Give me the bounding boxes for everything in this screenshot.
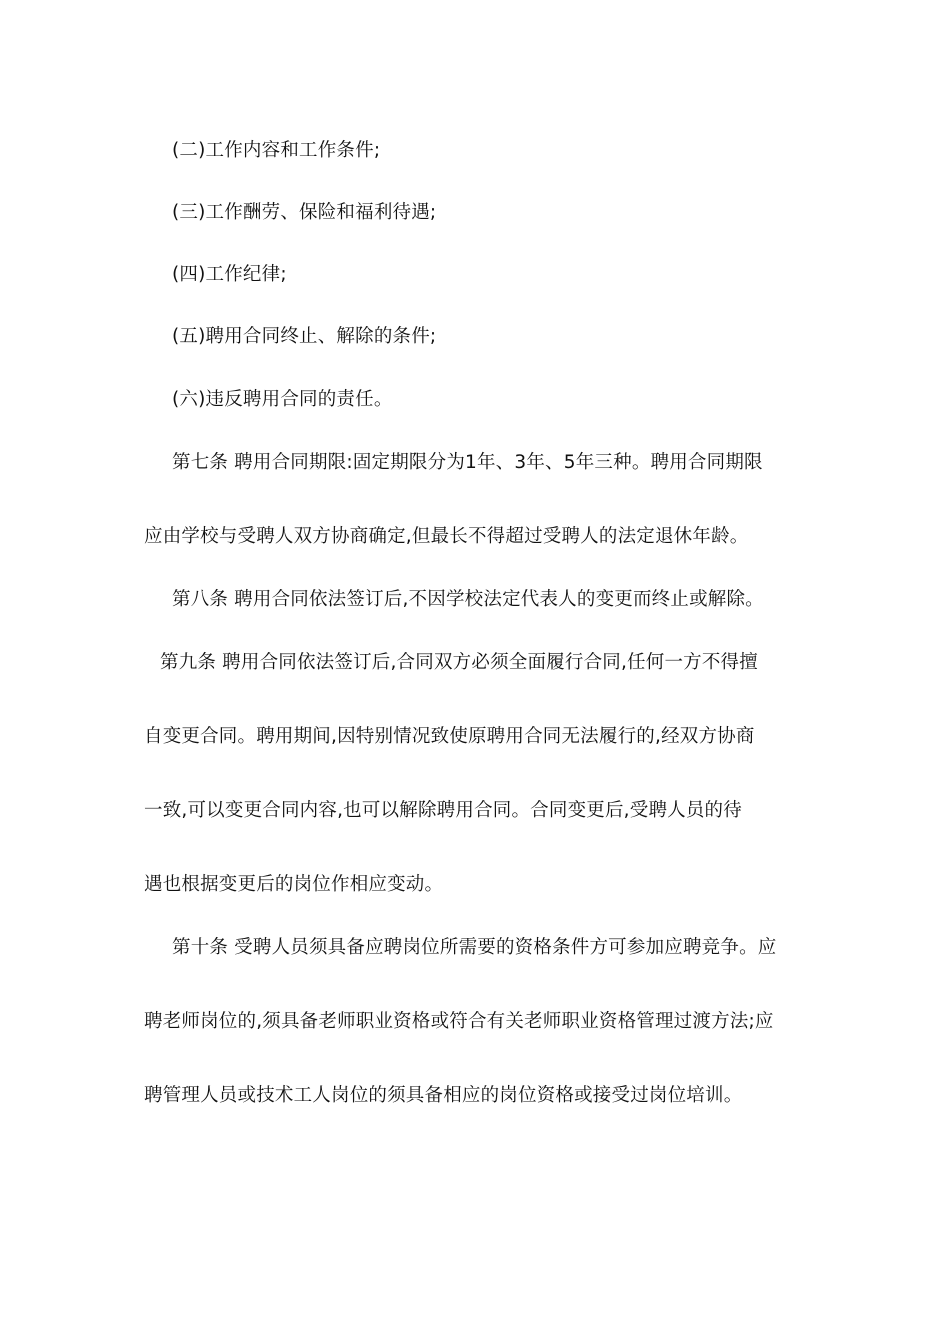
list-item-5: (五)聘用合同终止、解除的条件; <box>172 326 437 347</box>
article-10-line-1: 第十条 受聘人员须具备应聘岗位所需要的资格条件方可参加应聘竞争。应 <box>172 937 777 958</box>
article-7-line-2: 应由学校与受聘人双方协商确定,但最长不得超过受聘人的法定退休年龄。 <box>144 526 749 547</box>
article-9-line-4: 遇也根据变更后的岗位作相应变动。 <box>144 874 444 895</box>
list-item-3: (三)工作酬劳、保险和福利待遇; <box>172 202 437 223</box>
article-9-line-1: 第九条 聘用合同依法签订后,合同双方必须全面履行合同,任何一方不得擅 <box>160 652 758 673</box>
article-10-line-3: 聘管理人员或技术工人岗位的须具备相应的岗位资格或接受过岗位培训。 <box>144 1085 743 1106</box>
article-7-line-1: 第七条 聘用合同期限:固定期限分为1年、3年、5年三种。聘用合同期限 <box>172 452 763 473</box>
list-item-4: (四)工作纪律; <box>172 264 287 285</box>
article-8-line-1: 第八条 聘用合同依法签订后,不因学校法定代表人的变更而终止或解除。 <box>172 589 764 610</box>
list-item-2: (二)工作内容和工作条件; <box>172 140 381 161</box>
article-10-line-2: 聘老师岗位的,须具备老师职业资格或符合有关老师职业资格管理过渡方法;应 <box>144 1011 774 1032</box>
article-9-line-2: 自变更合同。聘用期间,因特别情况致使原聘用合同无法履行的,经双方协商 <box>144 726 755 747</box>
list-item-6: (六)违反聘用合同的责任。 <box>172 389 393 410</box>
article-9-line-3: 一致,可以变更合同内容,也可以解除聘用合同。合同变更后,受聘人员的待 <box>144 800 742 821</box>
